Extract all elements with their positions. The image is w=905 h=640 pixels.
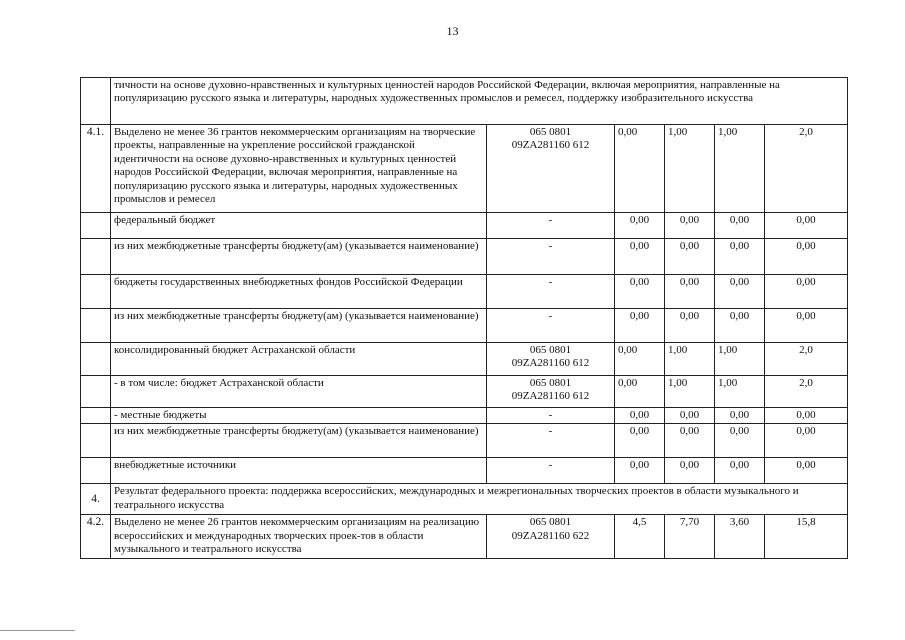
table-row	[81, 458, 848, 484]
row-description: из них межбюджетные трансферты бюджету(ам) (указывается наименование)	[111, 309, 487, 343]
value-1: 0,00	[615, 343, 665, 376]
table-row	[81, 125, 848, 213]
table-row	[81, 515, 848, 559]
table-row	[81, 343, 848, 376]
budget-code: 065 0801 09ZA281160 612	[487, 376, 615, 408]
row-number	[81, 458, 111, 484]
row-description: внебюджетные источники	[111, 458, 487, 484]
value-3: 1,00	[715, 376, 765, 408]
value-2: 1,00	[665, 376, 715, 408]
table-row	[81, 424, 848, 458]
value-1: 0,00	[615, 408, 665, 424]
budget-table	[80, 77, 848, 559]
value-total: 2,0	[765, 343, 848, 376]
value-3: 1,00	[715, 125, 765, 213]
value-2: 0,00	[665, 424, 715, 458]
value-2: 7,70	[665, 515, 715, 559]
budget-code: 065 0801 09ZA281160 622	[487, 515, 615, 559]
row-number: 4.2.	[81, 515, 111, 559]
row-number	[81, 309, 111, 343]
row-description: - в том числе: бюджет Астраханской области	[111, 376, 487, 408]
value-total: 2,0	[765, 125, 848, 213]
table-row	[81, 408, 848, 424]
value-2: 0,00	[665, 309, 715, 343]
value-2: 1,00	[665, 343, 715, 376]
row-description: федеральный бюджет	[111, 213, 487, 239]
budget-code: -	[487, 213, 615, 239]
table-row	[81, 376, 848, 408]
value-3: 0,00	[715, 309, 765, 343]
row-description: бюджеты государственных внебюджетных фондов Российской Федерации	[111, 275, 487, 309]
budget-code: 065 0801 09ZA281160 612	[487, 343, 615, 376]
budget-code: -	[487, 309, 615, 343]
value-3: 1,00	[715, 343, 765, 376]
value-1: 0,00	[615, 376, 665, 408]
value-total: 0,00	[765, 309, 848, 343]
budget-code: -	[487, 408, 615, 424]
row-number	[81, 78, 111, 125]
section-heading-row	[81, 78, 848, 125]
row-description: из них межбюджетные трансферты бюджету(ам) (указывается наименование)	[111, 424, 487, 458]
row-number: 4.1.	[81, 125, 111, 213]
budget-code: 065 0801 09ZA281160 612	[487, 125, 615, 213]
row-number	[81, 275, 111, 309]
budget-code: -	[487, 458, 615, 484]
value-1: 0,00	[615, 309, 665, 343]
table-row	[81, 309, 848, 343]
value-total: 2,0	[765, 376, 848, 408]
value-total: 0,00	[765, 239, 848, 275]
row-description: Выделено не менее 36 грантов некоммерческим организациям на творческие проекты, направленные на укрепление российской гражданской идентичности на основе духовно-нравственных и культурных ценностей народов Российской Федерации, включая мероприятия, направленные на популяризацию русского языка и литературы, народных художественных промыслов и ремесел	[111, 125, 487, 213]
row-number	[81, 343, 111, 376]
budget-code: -	[487, 275, 615, 309]
section-heading-text: Результат федерального проекта: поддержка всероссийских, международных и межрегиональных творческих проектов в области музыкального и театрального искусства	[111, 484, 848, 515]
row-number	[81, 408, 111, 424]
row-number	[81, 376, 111, 408]
value-2: 0,00	[665, 213, 715, 239]
section-heading-text: тичности на основе духовно-нравственных и культурных ценностей народов Российской Федерации, включая мероприятия, направленные на популяризацию русского языка и литературы, народных художественных промыслов и ремесел, поддержку изобразительного искусства	[111, 78, 848, 125]
value-3: 0,00	[715, 424, 765, 458]
value-1: 4,5	[615, 515, 665, 559]
value-3: 0,00	[715, 408, 765, 424]
value-3: 3,60	[715, 515, 765, 559]
value-2: 0,00	[665, 239, 715, 275]
row-number	[81, 424, 111, 458]
value-total: 0,00	[765, 213, 848, 239]
value-3: 0,00	[715, 239, 765, 275]
page-number: 13	[446, 24, 459, 38]
value-1: 0,00	[615, 125, 665, 213]
budget-code: -	[487, 239, 615, 275]
table-row	[81, 275, 848, 309]
value-1: 0,00	[615, 239, 665, 275]
row-description: из них межбюджетные трансферты бюджету(ам) (указывается наименование)	[111, 239, 487, 275]
value-3: 0,00	[715, 213, 765, 239]
value-total: 0,00	[765, 424, 848, 458]
table-row	[81, 239, 848, 275]
value-2: 0,00	[665, 275, 715, 309]
row-number: 4.	[81, 484, 111, 515]
row-description: - местные бюджеты	[111, 408, 487, 424]
value-2: 0,00	[665, 408, 715, 424]
row-number	[81, 239, 111, 275]
budget-code: -	[487, 424, 615, 458]
row-description: консолидированный бюджет Астраханской области	[111, 343, 487, 376]
table-row	[81, 213, 848, 239]
value-3: 0,00	[715, 275, 765, 309]
value-1: 0,00	[615, 458, 665, 484]
value-1: 0,00	[615, 213, 665, 239]
footer-rule	[0, 630, 75, 631]
value-total: 0,00	[765, 408, 848, 424]
section-heading-row	[81, 484, 848, 515]
value-1: 0,00	[615, 275, 665, 309]
value-total: 0,00	[765, 275, 848, 309]
value-3: 0,00	[715, 458, 765, 484]
value-1: 0,00	[615, 424, 665, 458]
row-number	[81, 213, 111, 239]
value-total: 15,8	[765, 515, 848, 559]
row-description: Выделено не менее 26 грантов некоммерческим организациям на реализацию всероссийских и международных творческих проек-тов в области музыкального и театрального искусства	[111, 515, 487, 559]
value-total: 0,00	[765, 458, 848, 484]
value-2: 1,00	[665, 125, 715, 213]
value-2: 0,00	[665, 458, 715, 484]
